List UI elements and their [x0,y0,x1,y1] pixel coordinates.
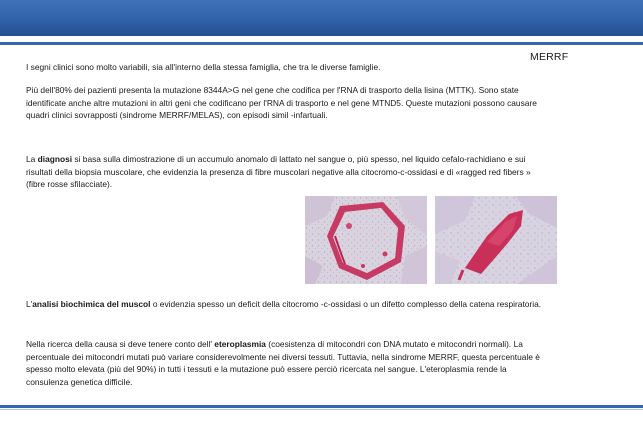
header-band [0,0,643,36]
biochem-term: analisi biochimica del muscol [32,299,151,309]
paragraph-mutations: Più dell'80% dei pazienti presenta la mutazione 8344A>G nel gene che codifica per l'RNA di trasporto della lisina (MTTK). Sono state identificate anche altre mutazioni in altri geni che codificano per l'RNA di trasporto e nel gene MTND5. Queste mutazioni possono causare quadri clinici sovrapposti (sindrome MERRF/MELAS), con episodi simil -infartuali. [26,85,537,120]
biopsy-image-ragged-red-fiber [305,196,427,284]
footer-rule [0,405,643,408]
paragraph-biochemical-analysis [26,298,550,311]
diagnosis-pre: La [26,154,38,164]
paragraph-heteroplasmy [26,338,550,388]
heteroplasmy-post: (coesistenza di mitocondri con DNA mutato e mitocondri normali). La percentuale dei mitocondri mutati può variare considerevolmente nei diversi tessuti. Tuttavia, nella sindrome MERRF, questa percentuale è spesso molto elevata (più del 90%) in tutti i tessuti e la mutazione può essere perciò ricercata nel sangue. L'eteroplasmia rende la consulenza genetica difficile. [26,339,540,387]
heteroplasmy-pre: Nella ricerca della causa si deve tenere conto dell' [26,339,215,349]
header-rule [0,42,643,45]
biochem-post: o evidenzia spesso un deficit della citocromo -c-ossidasi o un difetto complesso della catena respiratoria. [150,299,542,309]
diagnosis-term: diagnosi [37,154,73,164]
paragraph-clinical-signs: I segni clinici sono molto variabili, sia all'interno della stessa famiglia, che tra le diverse famiglie. [26,62,381,72]
paragraph-diagnosis [26,153,550,191]
biopsy-image-cox-negative-fiber [435,196,557,284]
diagnosis-post: si basa sulla dimostrazione di un accumulo anomalo di lattato nel sangue o, più spesso, nel liquido cefalo-rachidiano e sui risultati della biopsia muscolare, che evidenzia la presenza di fibre muscolari negative alla citocromo-c-ossidasi e di «ragged red fibers » (fibre rosse sfilacciate). [26,154,531,189]
slide-title: MERRF [530,51,569,63]
footer-rule-light [0,409,643,410]
biochem-pre: L' [26,299,33,309]
heteroplasmy-term: eteroplasmia [214,339,266,349]
